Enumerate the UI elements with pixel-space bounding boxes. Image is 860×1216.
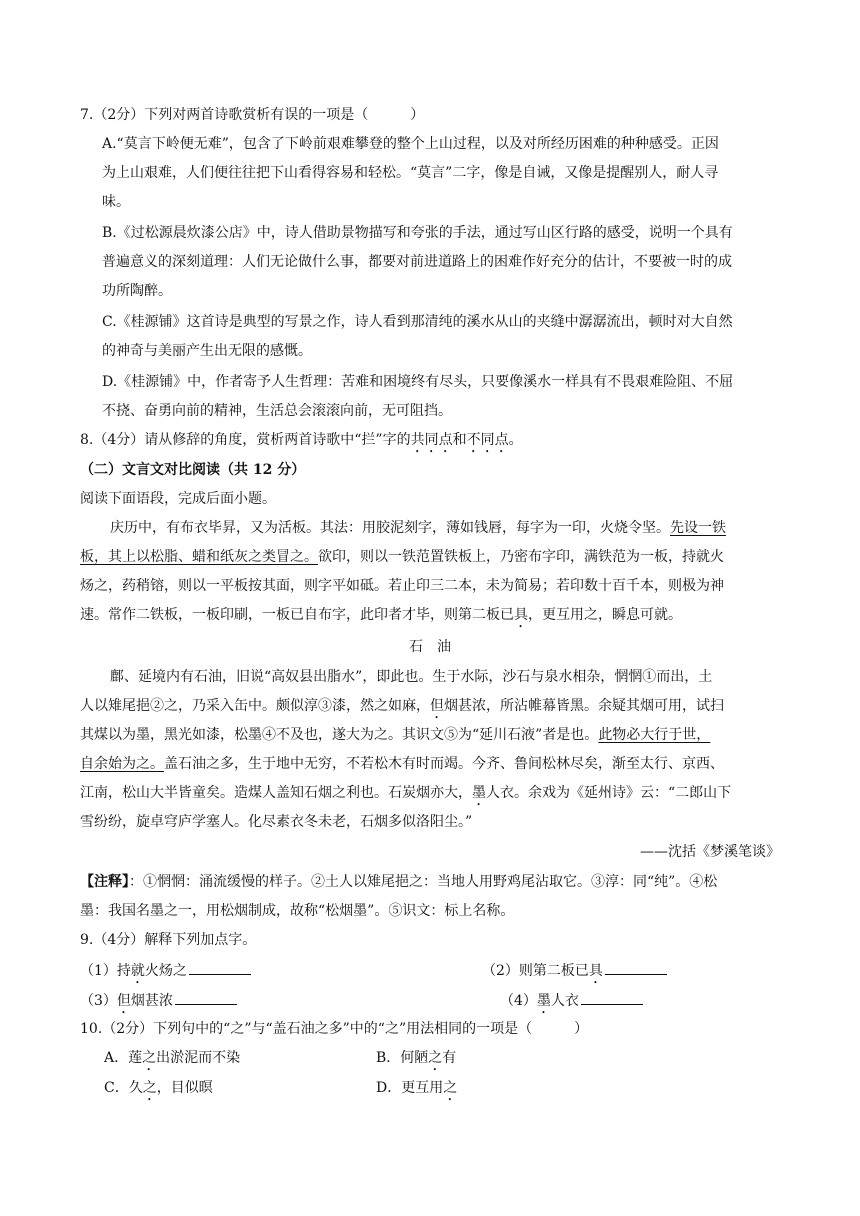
answer-blank[interactable] xyxy=(605,960,667,975)
q9-item-1: （1）持就火炀之 xyxy=(80,960,430,987)
q7-option-b: B.《过松源晨炊漆公店》中，诗人借助景物描写和夸张的手法，通过写山区行路的感受，说明一个具有 xyxy=(102,225,733,241)
answer-blank[interactable] xyxy=(581,990,643,1005)
passage1-line: 速。常作二铁板，一板印刷，一板已自布字，此印者才毕，则第二板已具，更互用之，瞬息可就。 xyxy=(80,607,682,623)
q9-stem: 9.（4分）解释下列加点字。 xyxy=(80,932,257,948)
passage1-line: 板，其上以松脂、蜡和纸灰之类冒之。欲印，则以一铁范置铁板上，乃密布字印，满铁范为一板，持就火 xyxy=(80,549,724,565)
q9-item-4: （4）墨人衣 xyxy=(500,990,643,1017)
passage2-line: 自余始为之。盖石油之多，生于地中无穷，不若松木有时而竭。今齐、鲁间松林尽矣，渐至太行、京西、 xyxy=(80,756,724,772)
passage2-title: 石 油 xyxy=(409,639,451,655)
q8-stem: 8.（4分）请从修辞的角度，赏析两首诗歌中“拦”字的共同点和不同点。 xyxy=(80,432,523,448)
q10-option-b: B．何陋之有 xyxy=(376,1050,457,1066)
passage1-line: 庆历中，有布衣毕昇，又为活板。其法：用胶泥刻字，薄如钱唇，每字为一印，火烧令坚。先设一铁 xyxy=(110,520,726,536)
notes-line: 墨：我国名墨之一，用松烟制成，故称“松烟墨”。⑤识文：标上名称。 xyxy=(80,903,515,919)
q10-option-c: C．久之，目似暝 xyxy=(104,1080,213,1096)
passage1-line: 炀之，药稍镕，则以一平板按其面，则字平如砥。若止印三二本，未为简易；若印数十百千本，则极为神 xyxy=(80,578,724,594)
q10-option-d: D．更互用之 xyxy=(376,1080,458,1096)
section-instruction: 阅读下面语段，完成后面小题。 xyxy=(80,491,276,507)
passage2-source: ——沈括《梦溪笔谈》 xyxy=(640,844,780,860)
passage2-line: 其煤以为墨，黑光如漆，松墨④不及也，遂大为之。其识文⑤为“延川石液”者是也。此物必大行于世， xyxy=(80,727,711,743)
q9-item-2: （2）则第二板已具 xyxy=(482,960,667,987)
q7-option-c-cont: 的神奇与美丽产生出无限的感慨。 xyxy=(102,343,312,359)
passage2-line: 雪纷纷，旋卓穹庐学塞人。化尽素衣冬未老，石烟多似洛阳尘。” xyxy=(80,814,473,830)
q10-stem: 10.（2分）下列句中的“之”与“盖石油之多”中的“之”用法相同的一项是（ ） xyxy=(80,1021,589,1037)
answer-blank[interactable] xyxy=(189,960,251,975)
q10-option-a: A．莲之出淤泥而不染 xyxy=(104,1050,241,1066)
answer-blank[interactable] xyxy=(175,990,237,1005)
q7-option-c: C.《桂源铺》这首诗是典型的写景之作，诗人看到那清纯的溪水从山的夹缝中潺潺流出，顿时对大自然 xyxy=(102,314,733,330)
passage2-line: 鄜、延境内有石油，旧说“高奴县出脂水”，即此也。生于水际，沙石与泉水相杂，惘惘①而出，土 xyxy=(110,669,713,685)
q7-stem: 7.（2分）下列对两首诗歌赏析有误的一项是（ ） xyxy=(80,107,425,123)
section-title: （二）文言文对比阅读（共 12 分） xyxy=(80,462,306,478)
q7-option-b-cont: 功所陶醉。 xyxy=(102,283,172,299)
q7-option-a: A.“莫言下岭便无难”，包含了下岭前艰难攀登的整个上山过程，以及对所经历困难的种种感受。正因 xyxy=(102,136,719,152)
passage2-line: 江南，松山大半皆童矣。造煤人盖知石烟之利也。石炭烟亦大，墨人衣。余戏为《延州诗》云：“二郎山下 xyxy=(80,785,732,801)
q7-option-a-cont: 为上山艰难，人们便往往把下山看得容易和轻松。“莫言”二字，像是自诫，又像是提醒别人，耐人寻 xyxy=(102,165,719,181)
passage2-line: 人以雉尾挹②之，乃采入缶中。颇似淳③漆，然之如麻，但烟甚浓，所沾帷幕皆黑。余疑其烟可用，试扫 xyxy=(80,698,724,714)
notes-line: 【注释】：①惘惘：涌流缓慢的样子。②土人以雉尾挹之：当地人用野鸡尾沾取它。③淳：同“纯”。④松 xyxy=(80,874,718,890)
q7-option-d: D.《桂源铺》中，作者寄予人生哲理：苦难和困境终有尽头，只要像溪水一样具有不畏艰难险阻、不屈 xyxy=(102,374,734,390)
q7-option-b-cont: 普遍意义的深刻道理：人们无论做什么事，都要对前进道路上的困难作好充分的估计，不要被一时的成 xyxy=(102,254,732,270)
q7-option-a-cont: 味。 xyxy=(102,194,130,210)
q7-option-d-cont: 不挠、奋勇向前的精神，生活总会滚滚向前，无可阻挡。 xyxy=(102,403,452,419)
q9-item-3: （3）但烟甚浓 xyxy=(80,990,430,1017)
